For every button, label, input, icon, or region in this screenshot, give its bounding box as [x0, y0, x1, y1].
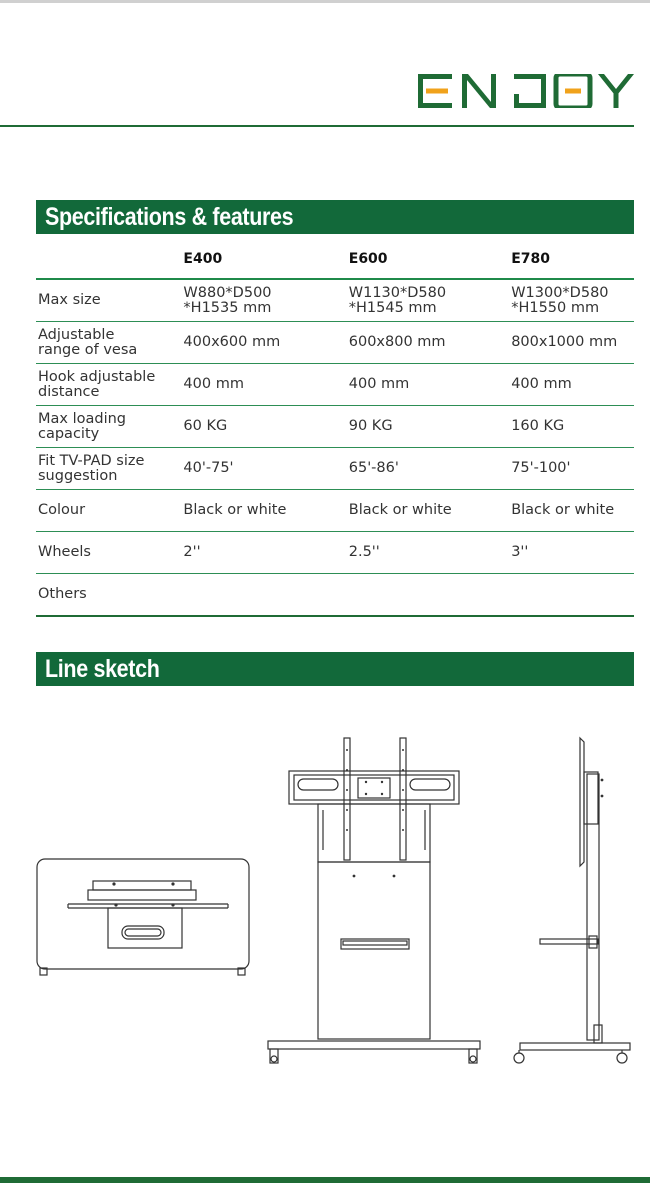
spec-value-e600: 90 KG — [349, 406, 511, 448]
spec-row-label: Wheels — [36, 532, 183, 574]
spec-value-e780: 75'-100' — [511, 448, 634, 490]
spec-value-e400: 40'-75' — [183, 448, 348, 490]
spec-value-e400: 400x600 mm — [183, 322, 348, 364]
header-divider — [0, 125, 634, 127]
spec-value-e780: W1300*D580 *H1550 mm — [511, 279, 634, 322]
spec-row-label: Adjustable range of vesa — [36, 322, 183, 364]
spec-value-e780 — [511, 574, 634, 617]
brand-logo — [418, 74, 634, 108]
spec-value-e400 — [183, 574, 348, 617]
spec-value-e600: Black or white — [349, 490, 511, 532]
spec-value-e400: 60 KG — [183, 406, 348, 448]
spec-value-e780: 800x1000 mm — [511, 322, 634, 364]
top-view-sketch — [37, 859, 249, 975]
spec-row-label: Colour — [36, 490, 183, 532]
sketch-section-header — [36, 652, 634, 686]
spec-value-e780: Black or white — [511, 490, 634, 532]
column-header-e400: E400 — [183, 239, 348, 279]
spec-value-e600 — [349, 574, 511, 617]
spec-value-e400: 400 mm — [183, 364, 348, 406]
spec-row-label: Others — [36, 574, 183, 617]
spec-value-e600: 2.5'' — [349, 532, 511, 574]
spec-row — [36, 574, 634, 617]
spec-row — [36, 364, 634, 406]
spec-value-e780: 400 mm — [511, 364, 634, 406]
spec-value-e400: Black or white — [183, 490, 348, 532]
spec-value-e600: 400 mm — [349, 364, 511, 406]
column-header-e600: E600 — [349, 239, 511, 279]
specs-title: Specifications & features — [45, 203, 294, 231]
spec-row-label: Max loading capacity — [36, 406, 183, 448]
header-empty-cell — [36, 239, 183, 279]
spec-row — [36, 448, 634, 490]
spec-row — [36, 322, 634, 364]
spec-row-label: Max size — [36, 279, 183, 322]
spec-row-label: Fit TV-PAD size suggestion — [36, 448, 183, 490]
spec-value-e400: 2'' — [183, 532, 348, 574]
sketch-title: Line sketch — [45, 655, 160, 683]
column-header-e780: E780 — [511, 239, 634, 279]
footer-bar — [0, 1177, 650, 1183]
spec-value-e600: W1130*D580 *H1545 mm — [349, 279, 511, 322]
specs-section-header — [36, 200, 634, 234]
spec-row — [36, 532, 634, 574]
spec-row — [36, 490, 634, 532]
spec-table — [36, 239, 634, 617]
spec-value-e400: W880*D500 *H1535 mm — [183, 279, 348, 322]
top-rule — [0, 0, 650, 3]
side-view-sketch — [514, 738, 630, 1063]
enjoy-logo-icon — [418, 74, 634, 108]
spec-table-header-row — [36, 239, 634, 279]
front-view-sketch — [268, 738, 480, 1063]
line-sketch-drawings — [0, 700, 650, 1080]
spec-row — [36, 406, 634, 448]
spec-value-e600: 600x800 mm — [349, 322, 511, 364]
spec-row — [36, 279, 634, 322]
spec-row-label: Hook adjustable distance — [36, 364, 183, 406]
spec-value-e780: 160 KG — [511, 406, 634, 448]
spec-value-e780: 3'' — [511, 532, 634, 574]
spec-value-e600: 65'-86' — [349, 448, 511, 490]
